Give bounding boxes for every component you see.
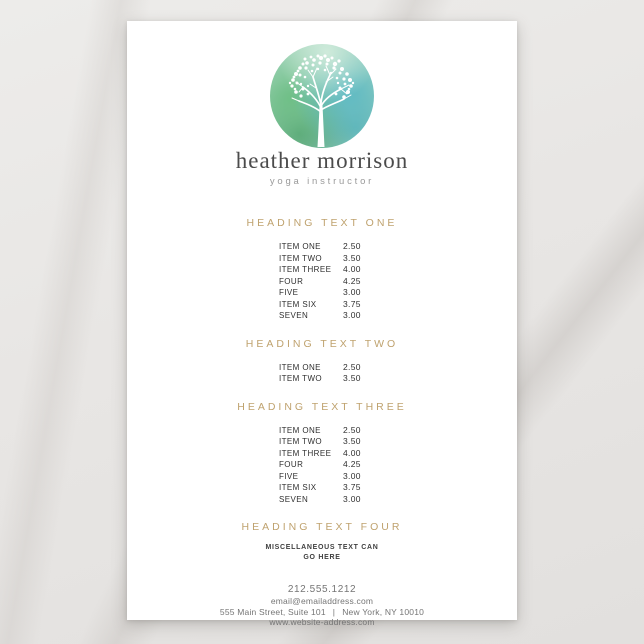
item-price: 3.00 bbox=[343, 470, 361, 481]
price-row bbox=[279, 241, 399, 253]
menu-section bbox=[127, 401, 517, 506]
item-price: 3.00 bbox=[343, 287, 361, 297]
menu-sections bbox=[127, 217, 517, 562]
item-label: FOUR bbox=[279, 460, 304, 469]
item-label: ITEM ONE bbox=[279, 362, 321, 372]
item-label: ITEM THREE bbox=[279, 265, 332, 274]
logo-watercolor-circle bbox=[270, 44, 374, 148]
price-row bbox=[279, 448, 399, 460]
price-row bbox=[279, 299, 399, 311]
price-row bbox=[279, 459, 399, 471]
section-heading: HEADING TEXT THREE bbox=[237, 400, 407, 413]
item-price: 4.00 bbox=[343, 447, 361, 458]
brand-tagline: yoga instructor bbox=[269, 176, 375, 187]
item-price: 3.50 bbox=[343, 252, 361, 263]
item-price: 2.50 bbox=[343, 361, 361, 372]
item-label: ITEM TWO bbox=[279, 374, 323, 383]
brand-name: heather morrison bbox=[235, 148, 409, 173]
footer-email: email@emailaddress.com bbox=[270, 596, 374, 606]
item-price: 3.75 bbox=[343, 482, 361, 492]
item-label: ITEM TWO bbox=[279, 437, 323, 446]
price-row bbox=[279, 287, 399, 299]
price-row bbox=[279, 310, 399, 322]
footer-separator: | bbox=[332, 606, 336, 617]
flyer-page bbox=[127, 21, 517, 627]
item-label: ITEM ONE bbox=[279, 425, 321, 435]
footer-website: www.website-address.com bbox=[269, 617, 375, 627]
item-price: 3.50 bbox=[343, 373, 361, 383]
price-row bbox=[279, 362, 399, 374]
section-heading: HEADING TEXT FOUR bbox=[241, 521, 403, 533]
item-price: 2.50 bbox=[343, 241, 361, 251]
price-row bbox=[279, 373, 399, 385]
price-list bbox=[279, 241, 399, 322]
item-price: 4.00 bbox=[343, 264, 361, 274]
item-price: 3.75 bbox=[343, 298, 361, 309]
item-price: 4.25 bbox=[343, 275, 361, 286]
price-row bbox=[279, 482, 399, 494]
footer-address: 555 Main Street, Suite 101 bbox=[219, 606, 326, 617]
menu-section bbox=[127, 338, 517, 385]
menu-section bbox=[127, 217, 517, 322]
footer-city: New York, NY 10010 bbox=[342, 606, 425, 617]
price-row bbox=[279, 276, 399, 288]
item-price: 3.50 bbox=[343, 436, 361, 446]
note-line: GO HERE bbox=[303, 553, 341, 561]
item-label: FOUR bbox=[279, 276, 304, 286]
item-label: FIVE bbox=[279, 471, 299, 481]
item-price: 3.00 bbox=[343, 493, 361, 504]
item-label: ITEM SIX bbox=[279, 299, 317, 309]
footer-address-line bbox=[127, 607, 517, 618]
item-label: ITEM SIX bbox=[279, 483, 317, 492]
price-row bbox=[279, 436, 399, 448]
price-row bbox=[279, 471, 399, 483]
footer-phone: 212.555.1212 bbox=[287, 584, 357, 595]
item-label: ITEM TWO bbox=[279, 253, 323, 263]
item-label: ITEM THREE bbox=[279, 448, 332, 458]
item-price: 2.50 bbox=[343, 424, 361, 435]
footer-contact bbox=[127, 584, 517, 628]
item-label: FIVE bbox=[279, 288, 299, 297]
price-list bbox=[279, 362, 399, 385]
price-row bbox=[279, 253, 399, 265]
section-heading: HEADING TEXT TWO bbox=[245, 337, 399, 350]
menu-section bbox=[127, 521, 517, 562]
note-lines bbox=[127, 543, 517, 562]
section-heading: HEADING TEXT ONE bbox=[246, 217, 398, 229]
price-list bbox=[279, 425, 399, 506]
item-label: SEVEN bbox=[279, 494, 309, 504]
price-row bbox=[279, 425, 399, 437]
item-price: 3.00 bbox=[343, 310, 361, 320]
note-line: MISCELLANEOUS TEXT CAN bbox=[265, 544, 379, 551]
price-row bbox=[279, 264, 399, 276]
item-price: 4.25 bbox=[343, 459, 361, 469]
item-label: ITEM ONE bbox=[279, 242, 321, 251]
item-label: SEVEN bbox=[279, 311, 309, 320]
price-row bbox=[279, 494, 399, 506]
tree-icon bbox=[270, 44, 374, 148]
